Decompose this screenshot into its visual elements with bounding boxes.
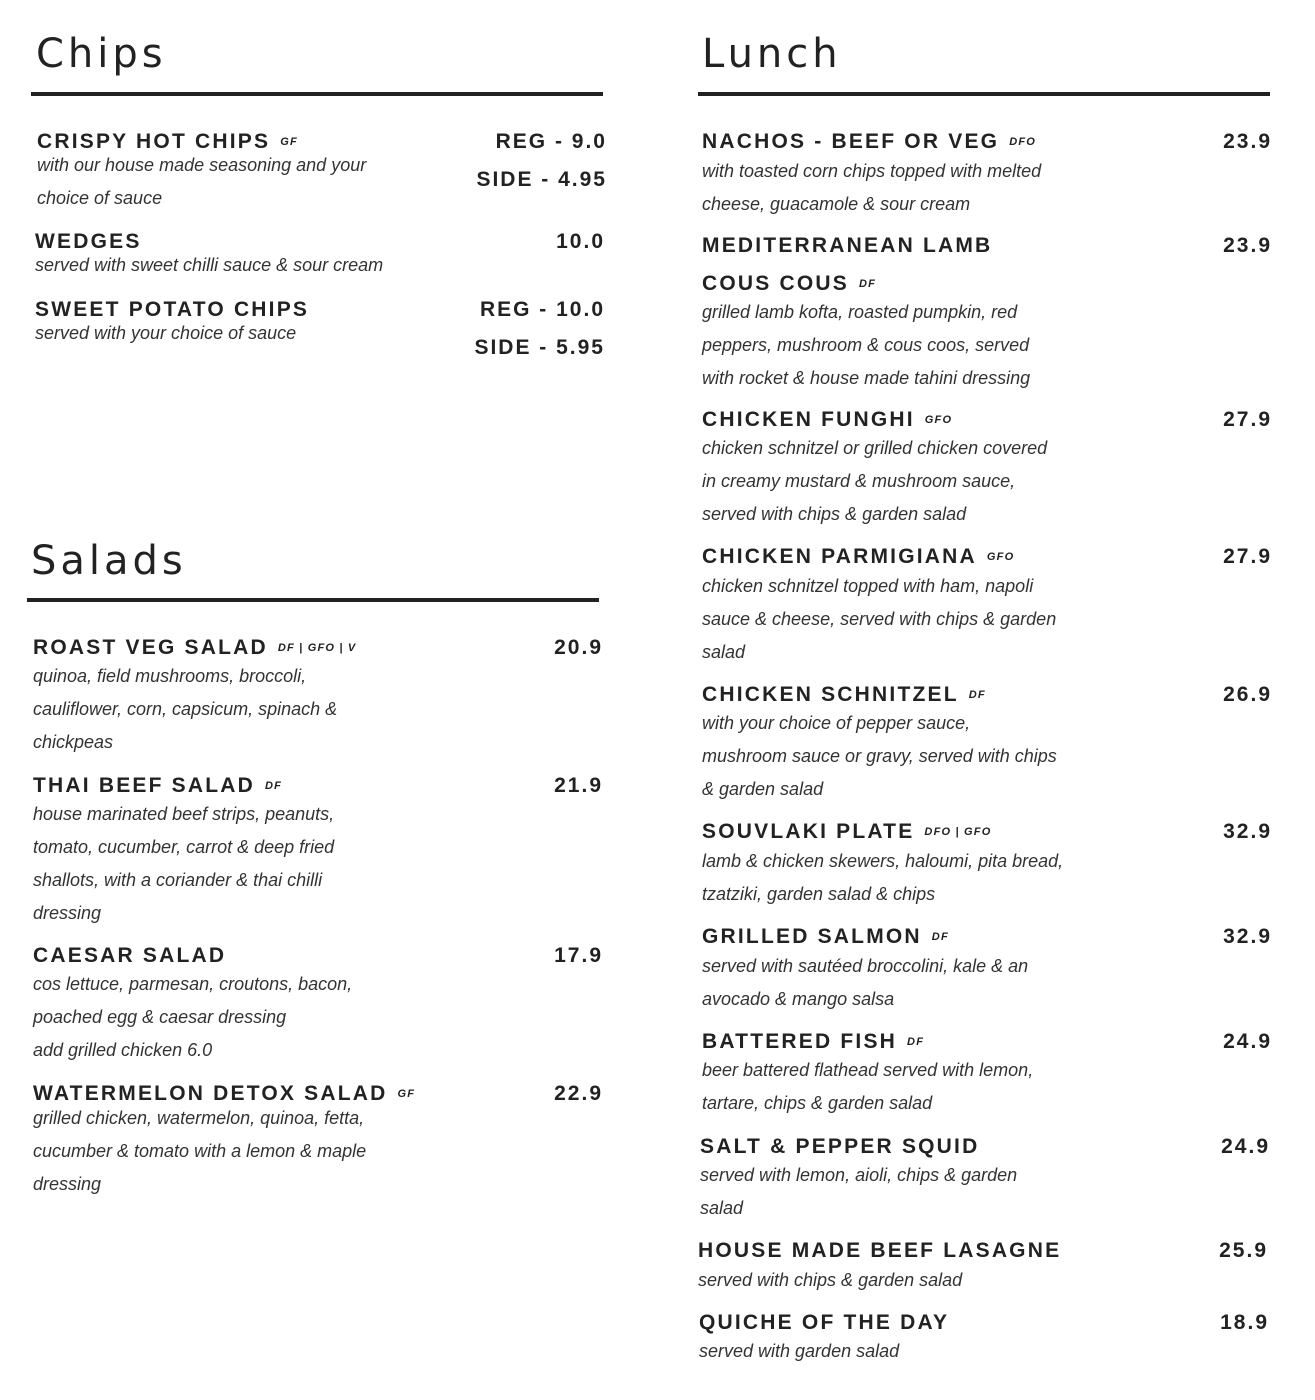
- menu-item-chicken-parmigiana: [702, 544, 1272, 669]
- chips-title: Chips: [36, 31, 167, 77]
- item-price: 10.0: [556, 230, 605, 253]
- item-name-line-2: COUS COUS DF: [702, 272, 877, 295]
- item-description: house marinated beef strips, peanuts, tomato, cucumber, carrot & deep fried shallots, with a coriander & thai chilli dressing: [33, 804, 335, 923]
- dietary-tag: GF: [397, 1088, 416, 1100]
- item-description: served with sautéed broccolini, kale & an avocado & mango salsa: [702, 956, 1029, 1009]
- menu-item-nachos: [702, 129, 1272, 219]
- menu-item-souvlaki-plate: [702, 819, 1272, 914]
- dietary-tag: DF: [265, 780, 283, 792]
- salads-title: Salads: [31, 538, 187, 584]
- item-description: with your choice of pepper sauce, mushroom sauce or gravy, served with chips & garden salad: [702, 713, 1057, 799]
- dietary-tag: GFO: [986, 551, 1015, 563]
- menu-item-crispy-hot-chips: [37, 129, 607, 219]
- item-price: 23.9: [1223, 130, 1272, 153]
- chips-section: [0, 0, 640, 500]
- item-price: 26.9: [1223, 683, 1272, 706]
- item-description: served with lemon, aioli, chips & garden salad: [700, 1165, 1018, 1218]
- item-description: lamb & chicken skewers, haloumi, pita bread, tzatziki, garden salad & chips: [702, 851, 1064, 904]
- dietary-tag: DFO | GFO: [924, 826, 992, 838]
- dietary-tag: GFO: [924, 414, 953, 426]
- dietary-tag: DF: [858, 278, 877, 290]
- item-price: 20.9: [554, 636, 603, 659]
- item-name: HOUSE MADE BEEF LASAGNE: [698, 1239, 1062, 1262]
- item-price: 24.9: [1221, 1135, 1270, 1158]
- item-name: WATERMELON DETOX SALAD GF: [33, 1082, 416, 1105]
- menu-item-grilled-salmon: [702, 924, 1272, 1019]
- item-description: served with your choice of sauce: [35, 323, 297, 343]
- menu-item-wedges: [35, 229, 605, 284]
- item-name: CAESAR SALAD: [33, 944, 227, 967]
- menu-item-chicken-schnitzel: [702, 682, 1272, 807]
- item-price: 27.9: [1223, 545, 1272, 568]
- item-price-regular: REG - 9.0: [495, 130, 607, 153]
- item-description: served with sweet chilli sauce & sour cream: [35, 255, 384, 275]
- item-description: chicken schnitzel or grilled chicken covered in creamy mustard & mushroom sauce, served with chips & garden salad: [702, 438, 1048, 524]
- menu-item-battered-fish: [702, 1029, 1272, 1124]
- item-price: 22.9: [554, 1082, 603, 1105]
- dietary-tag: DF | GFO | V: [277, 642, 357, 654]
- item-price-regular: REG - 10.0: [479, 298, 605, 321]
- item-name: BATTERED FISH DF: [702, 1030, 925, 1053]
- item-description: quinoa, field mushrooms, broccoli, cauliflower, corn, capsicum, spinach & chickpeas: [33, 666, 338, 752]
- item-name: SALT & PEPPER SQUID: [700, 1135, 980, 1158]
- item-name: CHICKEN SCHNITZEL DF: [702, 683, 986, 706]
- chips-divider: [31, 92, 603, 96]
- item-price: 17.9: [554, 944, 603, 967]
- dietary-tag: GF: [280, 136, 298, 148]
- item-name: SWEET POTATO CHIPS: [35, 298, 310, 321]
- menu-item-roast-veg-salad: [33, 635, 603, 760]
- dietary-tag: DFO: [1009, 136, 1037, 148]
- dietary-tag: DF: [907, 1036, 925, 1048]
- item-price: 27.9: [1223, 408, 1272, 431]
- menu-item-watermelon-detox-salad: [33, 1081, 603, 1206]
- item-name: GRILLED SALMON DF: [702, 925, 949, 948]
- item-description: grilled lamb kofta, roasted pumpkin, red peppers, mushroom & cous coos, served with rocket & house made tahini dressing: [702, 302, 1031, 388]
- item-description: with toasted corn chips topped with melted cheese, guacamole & sour cream: [702, 161, 1042, 214]
- item-price: 23.9: [1223, 234, 1272, 257]
- menu-item-thai-beef-salad: [33, 773, 603, 933]
- item-name: WEDGES: [35, 230, 142, 253]
- item-name: THAI BEEF SALAD DF: [33, 774, 283, 797]
- menu-item-salt-pepper-squid: [700, 1134, 1270, 1229]
- salads-divider: [27, 598, 599, 602]
- menu-item-sweet-potato-chips: [35, 297, 605, 367]
- item-name: CRISPY HOT CHIPS GF: [37, 130, 298, 153]
- lunch-divider: [698, 92, 1270, 96]
- item-price: 25.9: [1219, 1239, 1268, 1262]
- dietary-tag: DF: [968, 689, 986, 701]
- item-price: 21.9: [554, 774, 603, 797]
- item-description: served with garden salad: [699, 1341, 900, 1361]
- menu-item-caesar-salad: [33, 943, 603, 1068]
- item-description: grilled chicken, watermelon, quinoa, fetta, cucumber & tomato with a lemon & maple dressing: [33, 1108, 367, 1194]
- item-name: ROAST VEG SALAD DF | GFO | V: [33, 636, 357, 659]
- item-name: CHICKEN PARMIGIANA GFO: [702, 545, 1015, 568]
- item-description: chicken schnitzel topped with ham, napoli sauce & cheese, served with chips & garden salad: [702, 576, 1057, 662]
- item-name: NACHOS - BEEF OR VEG DFO: [702, 130, 1037, 153]
- menu-item-quiche-of-the-day: [699, 1310, 1269, 1370]
- item-name: SOUVLAKI PLATE DFO | GFO: [702, 820, 992, 843]
- item-price-side: SIDE - 5.95: [474, 336, 605, 359]
- item-description: beer battered flathead served with lemon, tartare, chips & garden salad: [702, 1060, 1034, 1113]
- item-price: 24.9: [1223, 1030, 1272, 1053]
- menu-item-mediterranean-lamb: [702, 233, 1272, 398]
- lunch-section: [660, 0, 1315, 1400]
- menu-item-chicken-funghi: [702, 407, 1272, 532]
- item-name: MEDITERRANEAN LAMB: [702, 234, 993, 257]
- salads-section: [0, 520, 640, 1220]
- item-description: with our house made seasoning and your choice of sauce: [37, 155, 367, 208]
- item-description: cos lettuce, parmesan, croutons, bacon, poached egg & caesar dressing add grilled chicken 6.0: [33, 974, 353, 1060]
- lunch-title: Lunch: [702, 31, 842, 77]
- dietary-tag: DF: [931, 931, 949, 943]
- item-price-side: SIDE - 4.95: [476, 168, 607, 191]
- item-price: 18.9: [1220, 1311, 1269, 1334]
- item-name: QUICHE OF THE DAY: [699, 1311, 950, 1334]
- menu-item-beef-lasagne: [698, 1238, 1268, 1298]
- item-price: 32.9: [1223, 925, 1272, 948]
- item-name: CHICKEN FUNGHI GFO: [702, 408, 953, 431]
- item-description: served with chips & garden salad: [698, 1270, 963, 1290]
- item-price: 32.9: [1223, 820, 1272, 843]
